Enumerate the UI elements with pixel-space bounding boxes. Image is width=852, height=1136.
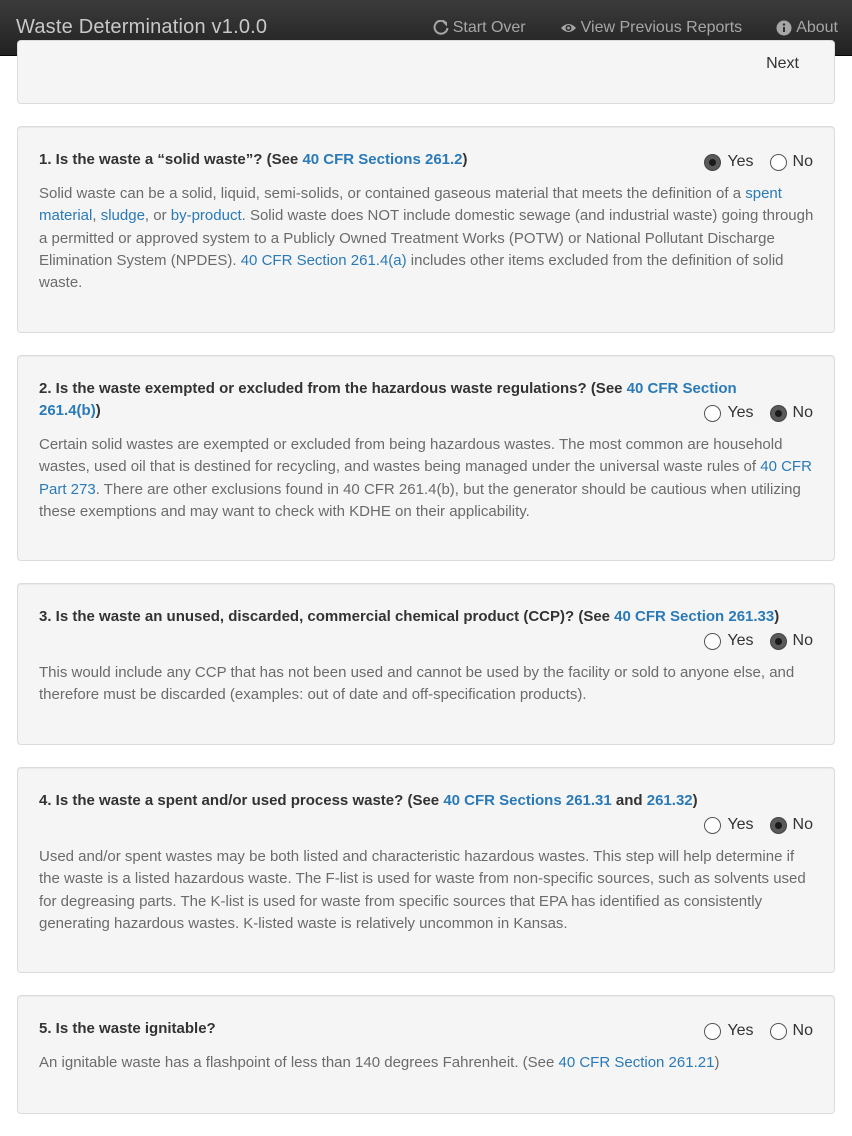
- start-over-link[interactable]: [433, 19, 526, 37]
- by-product-link[interactable]: by-product: [170, 207, 242, 225]
- question-1-desc-sep: ,: [92, 207, 101, 225]
- question-2-no-label: No: [792, 404, 813, 421]
- question-1-yes-label: Yes: [727, 153, 754, 170]
- question-1-panel: [17, 126, 835, 333]
- question-4-no-option[interactable]: [770, 816, 813, 834]
- question-1-no-option[interactable]: [770, 153, 813, 171]
- question-3-text-end: ): [774, 608, 780, 625]
- question-1-text: 1. Is the waste a “solid waste”? (See: [39, 151, 303, 168]
- cfr-261-4a-link[interactable]: 40 CFR Section 261.4(a): [240, 251, 407, 269]
- question-3-description: This would include any CCP that has not been used and cannot be used by the facility or sold to anyone else, and therefore must be discarded (examples: out of date and off-specification products).: [39, 664, 795, 704]
- question-4-description: Used and/or spent wastes may be both listed and characteristic hazardous wastes. This step will help determine if the waste is a listed hazardous waste. The F-list is used for waste from non-specific sources, such as solvents used for degreasing parts. The K-list is used for waste from specific sources that EPA has identified as consistently generating hazardous wastes. K-listed waste is relatively uncommon in Kansas.: [39, 848, 806, 932]
- question-1-desc-text-3: includes other items excluded from the definition of solid waste.: [39, 251, 784, 292]
- question-2-panel: [17, 355, 835, 561]
- question-2-desc-text: Certain solid wastes are exempted or excluded from being hazardous wastes. The most common are household wastes, used oil that is destined for recycling, and wastes being managed under the universal waste rules of: [39, 436, 783, 476]
- question-2-text: 2. Is the waste exempted or excluded from the hazardous waste regulations? (See: [39, 380, 627, 397]
- question-3-radios: [688, 632, 813, 650]
- question-4-link-2[interactable]: 261.32: [646, 792, 693, 809]
- question-1-description: [39, 183, 819, 294]
- question-3-no-radio[interactable]: [770, 633, 787, 650]
- question-3-no-label: No: [792, 632, 813, 649]
- question-1-yes-radio[interactable]: [704, 154, 721, 171]
- question-2-title: [39, 378, 799, 422]
- question-4-radios: [688, 816, 813, 834]
- question-4-link-1[interactable]: 40 CFR Sections 261.31: [443, 792, 612, 809]
- eye-icon: [560, 21, 577, 35]
- question-1-yes-option[interactable]: [704, 153, 753, 171]
- question-4-text-end: ): [692, 792, 698, 809]
- cfr-261-21-link[interactable]: 40 CFR Section 261.21: [558, 1054, 715, 1071]
- navigation-panel: [17, 40, 835, 104]
- question-2-desc-text-2: . There are other exclusions found in 40 CFR 261.4(b), but the generator should be cautious when utilizing these exemptions and may want to check with KDHE on their applicability.: [39, 480, 801, 520]
- cfr-part-273-link[interactable]: 40 CFR Part 273: [39, 458, 812, 498]
- spent-material-link[interactable]: spent material: [39, 185, 782, 225]
- question-3-title: [39, 606, 829, 628]
- view-reports-link[interactable]: [560, 19, 743, 37]
- question-3-no-option[interactable]: [770, 632, 813, 650]
- question-4-title: [39, 790, 829, 812]
- question-4-yes-radio[interactable]: [704, 817, 721, 834]
- question-4-panel: [17, 767, 835, 973]
- question-5-yes-radio[interactable]: [704, 1023, 721, 1040]
- question-2-no-option[interactable]: [770, 404, 813, 422]
- question-3-panel: [17, 583, 835, 745]
- question-4-yes-label: Yes: [727, 816, 754, 833]
- question-2-link[interactable]: 40 CFR Section 261.4(b): [39, 380, 737, 419]
- question-1-no-label: No: [792, 153, 813, 170]
- question-3-yes-label: Yes: [727, 632, 754, 649]
- question-2-description: [39, 434, 819, 523]
- question-2-yes-radio[interactable]: [704, 405, 721, 422]
- question-4-no-label: No: [792, 816, 813, 833]
- question-1-radios: [688, 153, 813, 171]
- question-5-yes-option[interactable]: [704, 1022, 753, 1040]
- question-1-text-end: ): [462, 151, 468, 168]
- question-3-text: 3. Is the waste an unused, discarded, commercial chemical product (CCP)? (See: [39, 608, 615, 625]
- about-link[interactable]: [776, 19, 838, 37]
- start-over-label: Start Over: [452, 18, 526, 36]
- question-4-yes-option[interactable]: [704, 816, 753, 834]
- question-5-desc-end: ): [714, 1054, 720, 1071]
- question-2-yes-label: Yes: [727, 404, 754, 421]
- question-1-desc-text-2: . Solid waste does NOT include domestic sewage (and industrial waste) going through a permitted or approved system to a Publicly Owned Treatment Works (POTW) or National Pollutant Discharge Elimination System (NPDES).: [39, 207, 814, 269]
- question-5-no-option[interactable]: [770, 1022, 813, 1040]
- question-2-no-radio[interactable]: [770, 405, 787, 422]
- info-icon: [776, 20, 792, 36]
- question-5-panel: [17, 995, 835, 1114]
- question-5-radios: [688, 1022, 813, 1040]
- question-2-text-end: ): [95, 402, 101, 419]
- refresh-icon: [433, 20, 449, 36]
- question-5-description: [39, 1052, 819, 1074]
- question-4-text-and: and: [611, 792, 647, 809]
- question-5-desc-text: An ignitable waste has a flashpoint of less than 140 degrees Fahrenheit. (See: [39, 1054, 559, 1071]
- next-button[interactable]: Next: [766, 55, 799, 72]
- question-1-link[interactable]: 40 CFR Sections 261.2: [302, 151, 463, 168]
- question-2-yes-option[interactable]: [704, 404, 753, 422]
- nav-links: [399, 19, 838, 37]
- view-reports-label: View Previous Reports: [580, 18, 743, 36]
- question-4-text: 4. Is the waste a spent and/or used process waste? (See: [39, 792, 444, 809]
- question-1-desc-text: Solid waste can be a solid, liquid, semi-solids, or contained gaseous material that meets the definition of a: [39, 185, 746, 202]
- question-3-yes-radio[interactable]: [704, 633, 721, 650]
- question-4-no-radio[interactable]: [770, 817, 787, 834]
- question-3-yes-option[interactable]: [704, 632, 753, 650]
- question-1-desc-or: , or: [144, 207, 171, 225]
- sludge-link[interactable]: sludge: [100, 207, 145, 225]
- about-label: About: [796, 18, 838, 36]
- question-3-link[interactable]: 40 CFR Section 261.33: [614, 608, 775, 625]
- question-5-title: 5. Is the waste ignitable?: [39, 1020, 216, 1037]
- app-title[interactable]: Waste Determination v1.0.0: [16, 16, 268, 38]
- question-1-no-radio[interactable]: [770, 154, 787, 171]
- question-5-yes-label: Yes: [727, 1022, 754, 1039]
- question-2-radios: [688, 404, 813, 422]
- question-5-no-label: No: [792, 1022, 813, 1039]
- question-5-no-radio[interactable]: [770, 1023, 787, 1040]
